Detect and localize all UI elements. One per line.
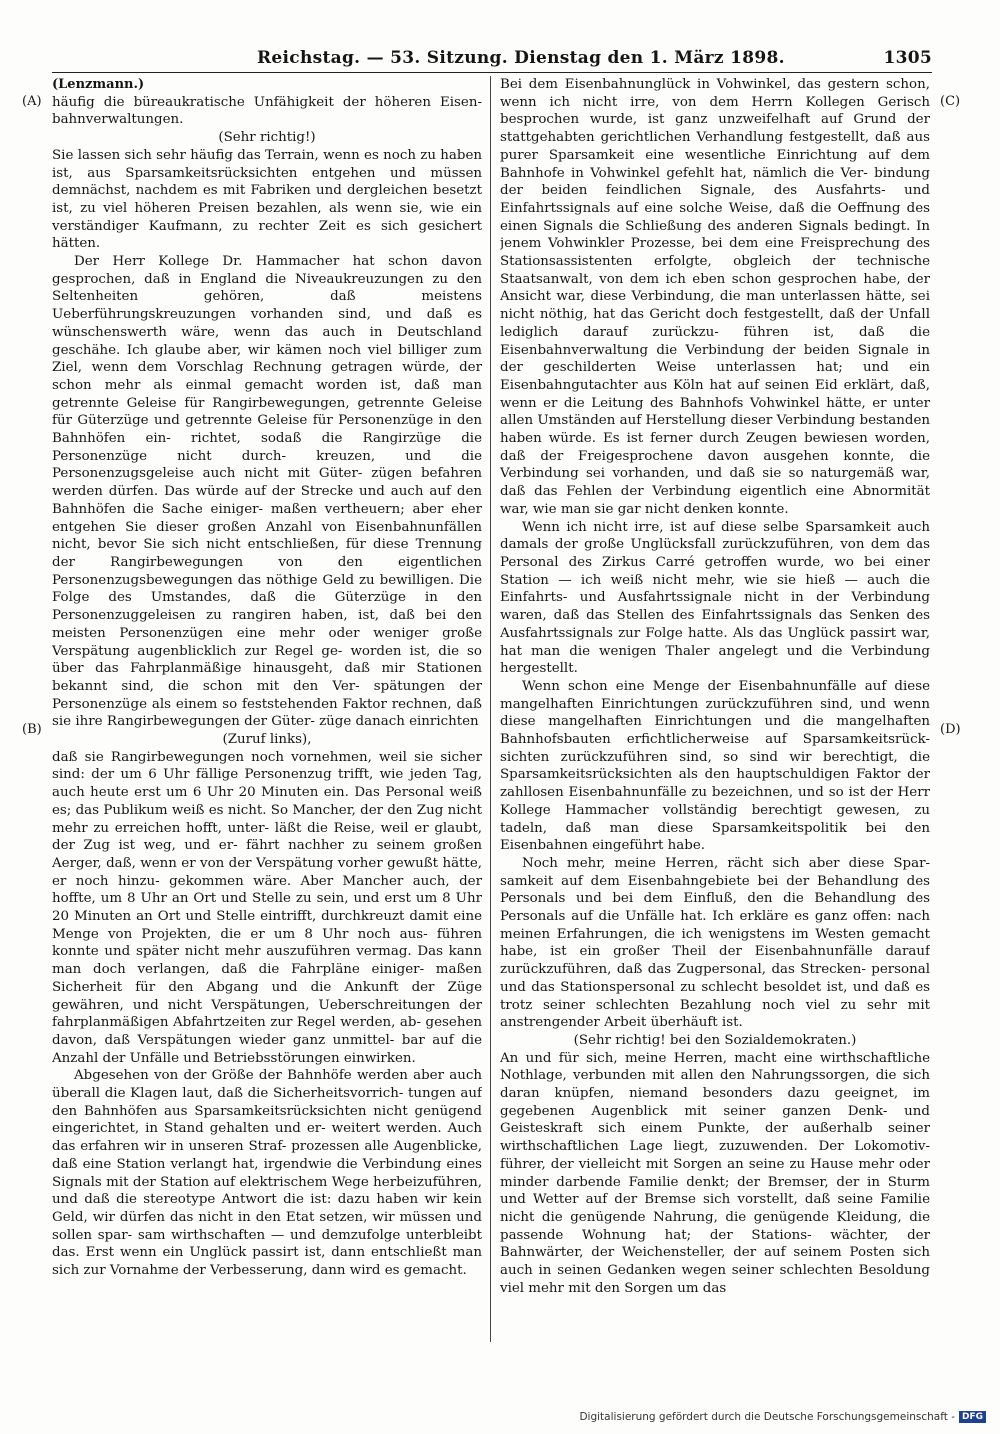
speaker-name: (Lenzmann.) — [52, 77, 145, 92]
interjection: (Sehr richtig!) — [218, 130, 316, 146]
margin-mark-c: (C) — [940, 94, 961, 109]
paragraph: Bei dem Eisenbahnunglück in Vohwinkel, das gestern schon, wenn ich nicht irre, von dem Herrn Kollegen Gerisch besprochen wurde, ist ganz unzweifelhaft auf Grund der stattgehabten gerichtlichen Verhandlung festgestellt, daß aus purer Sparsamkeit eine wesentliche Einrichtung auf dem Bahnhofe in Vohwinkel gefehlt hat, nämlich die Ver- bindung der beiden feindlichen Signale, des Ausfahrts- und Einfahrtssignals auf eine solche Weise, daß die Oeffnung des einen Signals die Schließung des anderen Signals bedingt. In jenem Vohwinkler Prozesse, bei dem eine Freisprechung des Stationsassistenten erfolgte, obgleich der technische Staatsanwalt, von dem ich eben schon gesprochen habe, der Ansicht war, diese Verbindung, die man unterlassen hätte, sei nicht nöthig, hat das Gericht doch festgestellt, daß der Unfall lediglich darauf zurückzu- führen ist, daß die Eisenbahnverwaltung die Verbindung der beiden Signale in der geschilderten Weise unterlassen hat; und ein Eisenbahngutachter aus Köln hat auf seinen Eid erklärt, daß, wenn er die Leitung des Bahnhofs Vohwinkel hätte, er unter allen Umständen auf Herstellung dieser Verbindung bestanden haben würde. Es ist ferner durch Zeugen bewiesen worden, daß der Freigesprochene davon ausgehen konnte, die Verbindung sei vorhanden, und daß sie so naturgemäß war, daß das Fehlen der Verbindung eigentlich eine Abnormität war, wie man sie gar nicht denken konnte. — [500, 77, 930, 517]
column-divider — [490, 76, 491, 1342]
page-title: Reichstag. — 53. Sitzung. Dienstag den 1. März 1898. — [257, 48, 785, 68]
paragraph: Wenn ich nicht irre, ist auf diese selbe Sparsamkeit auch damals der große Unglücksfall zurückzuführen, von dem das Personal des Zirkus Carré getroffen wurde, wo bei einer Station — ich weiß nicht mehr, wie sie hieß — auch die Einfahrts- und Ausfahrtssignale nicht in der Verbindung waren, daß das Stellen des Einfahrtssignals das Senken des Ausfahrtssignals zur Folge hatte. Als das Unglück passirt war, hat man die wenigen Thaler angelegt und die Verbindung hergestellt. — [500, 519, 930, 677]
paragraph: An und für sich, meine Herren, macht eine wirthschaftliche Nothlage, verbunden mit allen den Nahrungssorgen, die sich daran knüpfen, niemand besonders dazu geeignet, im gegebenen Augenblick mit seiner ganzen Denk- und Geisteskraft sich einem Punkte, der außerhalb seiner wirthschaftlichen Lage liegt, zuzuwenden. Der Lokomotiv- führer, der vielleicht mit Sorgen an seine zu Hause mehr oder minder darbende Familie denkt; der Bremser, der in Sturm und Wetter auf der Bremse sich vorstellt, daß seine Familie nicht die genügende Nahrung, die genügende Kleidung, die passende Wohnung hat; der Stations- wächter, der Bahnwärter, der Weichensteller, der auf seinem Posten sich auch in seinen Gedanken wegen seiner schlechten Besoldung viel mehr mit den Sorgen um das — [500, 1050, 930, 1296]
interjection: (Zuruf links), — [222, 732, 312, 748]
interjection: (Sehr richtig! bei den Sozialdemokraten.) — [573, 1032, 857, 1048]
paragraph: häufig die büreaukratische Unfähigkeit der höheren Eisen- bahnverwaltungen. — [52, 94, 482, 128]
page-number: 1305 — [883, 48, 932, 68]
dfg-logo: DFG — [959, 1411, 986, 1423]
left-column — [52, 76, 482, 1344]
margin-mark-a: (A) — [22, 94, 42, 109]
digitization-footer — [579, 1411, 986, 1423]
footer-text: Digitalisierung gefördert durch die Deutsche Forschungsgemeinschaft - — [579, 1411, 955, 1423]
page-header — [52, 44, 932, 73]
right-column — [500, 76, 930, 1344]
paragraph: Der Herr Kollege Dr. Hammacher hat schon davon gesprochen, daß in England die Niveaukreuzungen zu den Seltenheiten gehören, daß meistens Ueberführungskreuzungen vorhanden sind, und daß es wünschenswerth wäre, wenn das auch in Deutschland geschähe. Ich glaube aber, wir kämen noch viel billiger zum Ziel, wenn dem Vorschlag Rechnung getragen würde, der schon mehr als einmal gemacht worden ist, daß man getrennte Geleise für Rangirbewegungen, getrennte Geleise für Güterzüge und getrennte Geleise für Personenzüge in den Bahnhöfen ein- richtet, sodaß die Rangirzüge die Personenzüge nicht durch- kreuzen, und die Personenzugsgeleise auch nicht mit Güter- zügen befahren werden dürfen. Das würde auf der Strecke und auch auf den Bahnhöfen die Sache einiger- maßen vertheuern; aber eher entgehen Sie dieser großen Anzahl von Eisenbahnunfällen nicht, bevor Sie sich nicht entschließen, für diese Trennung der Rangirbewegungen von den eigentlichen Personenzugsbewegungen das nöthige Geld zu bewilligen. Die Folge des Umstandes, daß die Güterzüge in den Personenzuggeleisen zu rangiren haben, ist, daß bei den meisten Personenzügen eine mehr oder weniger große Verspätung augenblicklich zur Regel ge- worden ist, die so über das Fahrplanmäßige hinausgeht, daß mir Stationen bekannt sind, die schon mit den Ver- spätungen der Personenzüge als einem so feststehenden Faktor rechnen, daß sie ihre Rangirbewegungen der Güter- züge danach einrichten — [52, 254, 482, 730]
paragraph: Sie lassen sich sehr häufig das Terrain, wenn es noch zu haben ist, aus Sparsamkeitsrücksichten entgehen und müssen demnächst, nachdem es mit Fabriken und dergleichen besetzt ist, zu viel höheren Preisen bezahlen, als wenn sie, wie ein verständiger Kaufmann, zu rechter Zeit es sich gesichert hätten. — [52, 147, 482, 252]
margin-mark-d: (D) — [940, 722, 961, 737]
paragraph: Noch mehr, meine Herren, rächt sich aber diese Spar- samkeit auf dem Eisenbahngebiete bei der Behandlung des Personals und bei dem Einfluß, den die Behandlung des Personals auf die Unfälle hat. Ich erkläre es ganz offen: nach meinen Erfahrungen, die ich wenigstens im Westen gemacht habe, ist ein großer Theil der Eisenbahnunfälle darauf zurückzuführen, daß das Zugpersonal, das Strecken- personal und das Stationspersonal zu schlecht besoldet ist, und daß es trotz seiner schlechten Bezahlung noch viel zu sehr mit anstrengender Arbeit überhäuft ist. — [500, 855, 930, 1031]
paragraph: Wenn schon eine Menge der Eisenbahnunfälle auf diese mangelhaften Einrichtungen zurückzuführen sind, und wenn diese mangelhaften Einrichtungen und die mangelhaften Bahnhofsbauten erfichtlicherweise auf Sparsamkeitsrück- sichten zurückzuführen sind, so sind wir berechtigt, die Sparsamkeitsrücksichten als den hauptschuldigen Faktor der zahllosen Eisenbahnunfälle zu bezeichnen, und so ist der Herr Kollege Hammacher vollständig berechtigt gewesen, zu tadeln, daß man diese Sparsamkeitspolitik bei den Eisenbahnen eingeführt habe. — [500, 678, 930, 854]
margin-mark-b: (B) — [22, 722, 42, 737]
paragraph: daß sie Rangirbewegungen noch vornehmen, weil sie sicher sind: der um 6 Uhr fällige Personenzug trifft, wie jeden Tag, auch heute erst um 6 Uhr 20 Minuten ein. Das Personal weiß es; das Publikum weiß es nicht. So Mancher, der den Zug nicht mehr zu erreichen hofft, unter- läßt die Reise, weil er glaubt, der Zug ist weg, und er- fährt nachher zu seinem großen Aerger, daß, wenn er von der Verspätung vorher gewußt hätte, er noch hinzu- gekommen wäre. Aber Mancher auch, der hoffte, um 8 Uhr an Ort und Stelle zu sein, und erst um 8 Uhr 20 Minuten an Ort und Stelle eintrifft, durchkreuzt damit eine Menge von Projekten, die er um 8 Uhr noch aus- führen konnte und später nicht mehr auszuführen vermag. Das kann man doch verlangen, daß die Fahrpläne einiger- maßen Sicherheit für den Abgang und die Ankunft der Züge gewähren, und nicht Verspätungen, Ueberschreitungen der fahrplanmäßigen Abfahrtzeiten zur Regel werden, ab- gesehen davon, daß Verspätungen wieder ganz unmittel- bar auf die Anzahl der Unfälle und Betriebsstörungen einwirken. — [52, 749, 482, 1066]
paragraph: Abgesehen von der Größe der Bahnhöfe werden aber auch überall die Klagen laut, daß die Sicherheitsvorrich- tungen auf den Bahnhöfen aus Sparsamkeitsrücksichten nicht genügend eingerichtet, in Stand gehalten und er- weitert werden. Auch das erfahren wir in unseren Straf- prozessen alle Augenblicke, daß eine Station verlangt hat, irgendwie die Verbindung eines Signals mit der Station auf elektrischem Wege herbeizuführen, und daß die stereotype Antwort die ist: dazu haben wir kein Geld, wir dürfen das nicht in den Etat setzen, wir müssen und sollen spar- sam wirthschaften — und demzufolge unterbleibt das. Erst wenn ein Unglück passirt ist, dann entschließt man sich zur Vornahme der Verbesserung, dann wird es gemacht. — [52, 1068, 482, 1279]
